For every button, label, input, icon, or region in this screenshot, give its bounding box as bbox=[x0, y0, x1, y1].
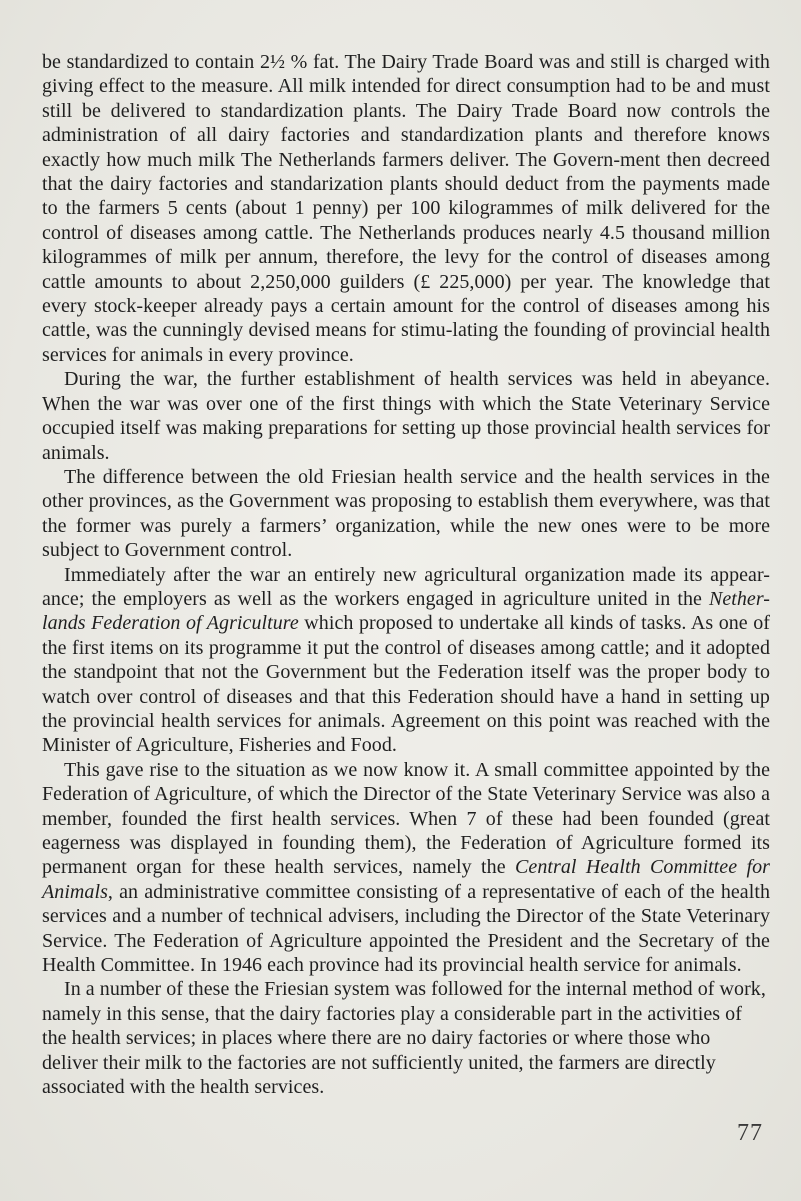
paragraph-4-italic-federation: Nether-lands Federation of Agriculture bbox=[42, 587, 770, 635]
paragraph-5-text-b: , an administrative committee consisting of a representative of each of the health services and a number of technical advisers, including the Director of the State Veterinary Service. The Federation of Agriculture appointed the President and the Secretary of the Health Committee. In 1946 each province had its provincial health service for animals. bbox=[42, 880, 770, 977]
page-number: 77 bbox=[737, 1120, 763, 1146]
paragraph-1-text: be standardized to contain 2½ % fat. The Dairy Trade Board was and still is charged with giving effect to the measure. All milk intended for direct consumption had to be and must still be delivered to standardization plants. The Dairy Trade Board now controls the administration of all dairy factories and standardization plants and therefore knows exactly how much milk The Netherlands farmers deliver. The Govern-ment then decreed that the dairy factories and standarization plants should deduct from the payments made to the farmers 5 cents (about 1 penny) per 100 kilogrammes of milk delivered for the control of diseases among cattle. The Netherlands produces nearly 4.5 thousand million kilogrammes of milk per annum, therefore, the levy for the control of diseases among cattle amounts to about 2,250,000 guilders (£ 225,000) per year. The knowledge that every stock-keeper already pays a certain amount for the control of diseases among his cattle, was the cunningly devised means for stimu-lating the founding of provincial health services for animals in every province. bbox=[42, 51, 770, 366]
paragraph-3-text: The difference between the old Friesian health service and the health services in the other provinces, as the Government was proposing to establish them everywhere, was that the former was purely a farmers’ organization, while the new ones were to be more subject to Government control. bbox=[42, 465, 770, 562]
paragraph-4-text-b: which proposed to undertake all kinds of tasks. As one of the first items on its programme it put the control of diseases among cattle; and it adopted the standpoint that not the Government but the Federation itself was the proper body to watch over control of diseases and that this Federation should have a hand in setting up the provincial health services for animals. Agreement on this point was reached with the Minister of Agriculture, Fisheries and Food. bbox=[42, 612, 770, 757]
paragraph-5 bbox=[42, 758, 770, 978]
paragraph-6 bbox=[42, 977, 770, 1099]
paragraph-2 bbox=[42, 367, 770, 465]
paragraph-4 bbox=[42, 563, 770, 758]
paragraph-3 bbox=[42, 465, 770, 563]
body-text bbox=[42, 50, 770, 1099]
paragraph-4-text-a: Immediately after the war an entirely new agricultural organization made its appear-ance; the employers as well as the workers engaged in agriculture united in the bbox=[42, 563, 770, 610]
paragraph-1 bbox=[42, 50, 770, 367]
paragraph-2-text: During the war, the further establishment of health services was held in abeyance. When the war was over one of the first things with which the State Veterinary Service occupied itself was making preparations for setting up those provincial health services for animals. bbox=[42, 368, 770, 464]
paragraph-5-text-a: This gave rise to the situation as we now know it. A small committee appointed by the Federation of Agriculture, of which the Director of the State Veterinary Service was also a member, founded the first health services. When 7 of these had been founded (great eagerness was displayed in founding them), the Federation of Agriculture formed its permanent organ for these health services, namely the bbox=[42, 758, 770, 879]
paragraph-5-italic-committee: Central Health Committee for Animals bbox=[42, 856, 770, 903]
paragraph-6-text: In a number of these the Friesian system was followed for the internal method of work, namely in this sense, that the dairy factories play a considerable part in the activities of the health services; in places where there are no dairy factories or where those who deliver their milk to the factories are not sufficiently united, the farmers are directly associated with the health services. bbox=[42, 978, 766, 1099]
